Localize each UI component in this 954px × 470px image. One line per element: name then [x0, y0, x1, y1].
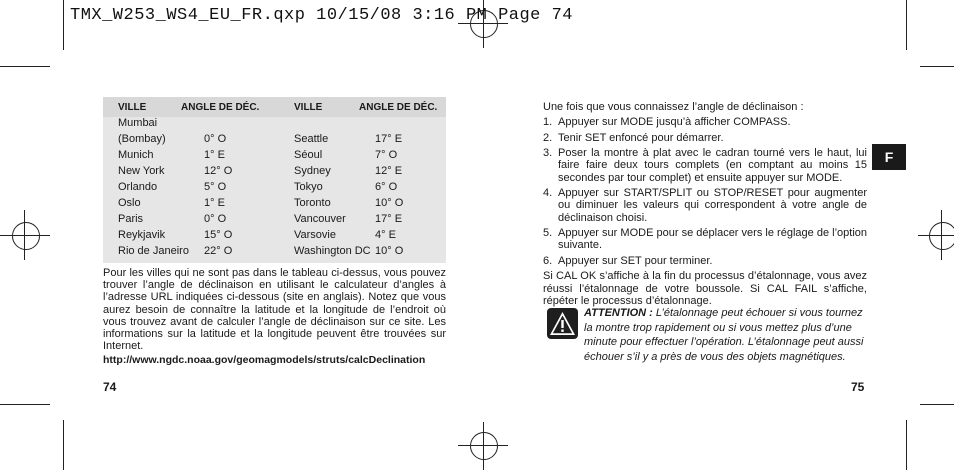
- table-header-city: VILLE: [294, 102, 323, 113]
- calibration-instructions: [543, 101, 867, 310]
- table-header-angle: ANGLE DE DÉC.: [181, 102, 260, 113]
- list-item: [543, 132, 867, 144]
- table-city: Toronto: [294, 197, 331, 209]
- step-text: Tenir SET enfoncé pour démarrer.: [558, 131, 724, 144]
- step-number: 6.: [543, 254, 553, 267]
- table-city: Séoul: [294, 149, 323, 161]
- step-number: 4.: [543, 187, 553, 200]
- table-angle: 12° O: [204, 165, 233, 177]
- step-number: 1.: [543, 116, 553, 129]
- table-city: Munich: [118, 149, 154, 161]
- crop-mark: [0, 404, 50, 405]
- step-text: Appuyer sur MODE pour se déplacer vers le réglage de l’option suivante.: [558, 227, 867, 252]
- step-text: Appuyer sur MODE jusqu’à afficher COMPASS.: [558, 116, 791, 129]
- file-slug: TMX_W253_WS4_EU_FR.qxp 10/15/08 3:16 PM Page 74: [70, 6, 573, 25]
- crop-mark: [920, 404, 954, 405]
- section-tab-f: F: [872, 144, 906, 170]
- table-city: Oslo: [118, 197, 141, 209]
- table-angle: 10° O: [375, 245, 404, 257]
- crop-mark: [906, 0, 907, 50]
- crop-mark: [63, 0, 64, 50]
- table-city: Orlando: [118, 181, 158, 193]
- step-number: 3.: [543, 147, 553, 160]
- table-angle: 1° E: [204, 197, 225, 209]
- page-number-left: 74: [103, 380, 117, 394]
- table-city: New York: [118, 165, 165, 177]
- cal-result-note: Si CAL OK s’affiche à la fin du processus d’étalonnage, vous avez réussi l’étalonnage de votre boussole. Si CAL FAIL s’affiche, répéter le processus d’étalonnage.: [543, 270, 867, 307]
- table-angle: 4° E: [375, 229, 396, 241]
- table-angle: 7° O: [375, 149, 398, 161]
- crop-mark: [63, 420, 64, 470]
- list-item: [543, 147, 867, 184]
- table-city: Mumbai: [118, 117, 158, 129]
- table-city: Rio de Janeiro: [118, 245, 189, 257]
- warning-triangle-icon: [547, 308, 578, 339]
- table-angle: 6° O: [375, 181, 398, 193]
- table-angle: 15° O: [204, 229, 233, 241]
- table-city: (Bombay): [118, 133, 166, 145]
- table-angle: 5° O: [204, 181, 227, 193]
- table-angle: 17° E: [375, 133, 403, 145]
- list-item: [543, 187, 867, 224]
- declination-paragraph: Pour les villes qui ne sont pas dans le tableau ci-dessus, vous pouvez trouver l’angle de déclinaison en utilisant le calculateur d’angles à l’adresse URL indiquées ci-dessous (site en anglais). Notez que vous aurez besoin de connaître la latitude et la longitude de l’endroit où vous trouvez avant de calculer l’angle de déclinaison sur ce site. Les informations sur la latitude et la longitude peuvent être trouvées sur Internet.: [103, 267, 446, 353]
- warning-body: L’étalonnage peut échouer si vous tournez la montre trop rapidement ou si vous mettez plus d’une minute pour effectuer l’opération. L’étalonnage peut aussi échouer s’il y a près de vous des objets magnétiques.: [584, 307, 864, 363]
- table-city: Varsovie: [294, 229, 336, 241]
- calculator-url-link[interactable]: http://www.ngdc.noaa.gov/geomagmodels/struts/calcDeclination: [103, 354, 426, 366]
- step-number: 5.: [543, 227, 553, 240]
- warning-message: [584, 306, 867, 364]
- table-city: Sydney: [294, 165, 331, 177]
- list-item: [543, 255, 867, 267]
- step-text: Appuyer sur SET pour terminer.: [558, 254, 713, 267]
- crop-mark: [0, 66, 50, 67]
- table-city: Seattle: [294, 133, 329, 145]
- table-angle: 0° O: [204, 213, 227, 225]
- table-angle: 1° E: [204, 149, 225, 161]
- warning-label: ATTENTION :: [584, 307, 653, 319]
- list-item: [543, 116, 867, 128]
- table-city: Tokyo: [294, 181, 323, 193]
- table-city: Reykjavik: [118, 229, 166, 241]
- list-item: [543, 227, 867, 252]
- table-header-angle: ANGLE DE DÉC.: [359, 102, 438, 113]
- table-city: Vancouver: [294, 213, 346, 225]
- table-city: Paris: [118, 213, 144, 225]
- table-angle: 0° O: [204, 133, 227, 145]
- intro-text: Une fois que vous connaissez l’angle de déclinaison :: [543, 101, 804, 113]
- crop-mark: [920, 66, 954, 67]
- table-city: Washington DC: [294, 245, 371, 257]
- table-angle: 12° E: [375, 165, 403, 177]
- table-angle: 22° O: [204, 245, 233, 257]
- crop-mark: [906, 420, 907, 470]
- step-text: Poser la montre à plat avec le cadran tourné vers le haut, lui faire faire deux tours complets (en comptant au moins 15 secondes par tour complet) et ensuite appuyer sur MODE.: [558, 147, 867, 184]
- table-angle: 10° O: [375, 197, 404, 209]
- step-text: Appuyer sur START/SPLIT ou STOP/RESET pour augmenter ou diminuer les valeurs qui correspondent à votre angle de déclinaison choisi.: [558, 187, 867, 224]
- step-number: 2.: [543, 131, 553, 144]
- table-header-city: VILLE: [118, 102, 147, 113]
- declination-table: [103, 97, 446, 263]
- table-angle: 17° E: [375, 213, 403, 225]
- page-number-right: 75: [851, 380, 865, 394]
